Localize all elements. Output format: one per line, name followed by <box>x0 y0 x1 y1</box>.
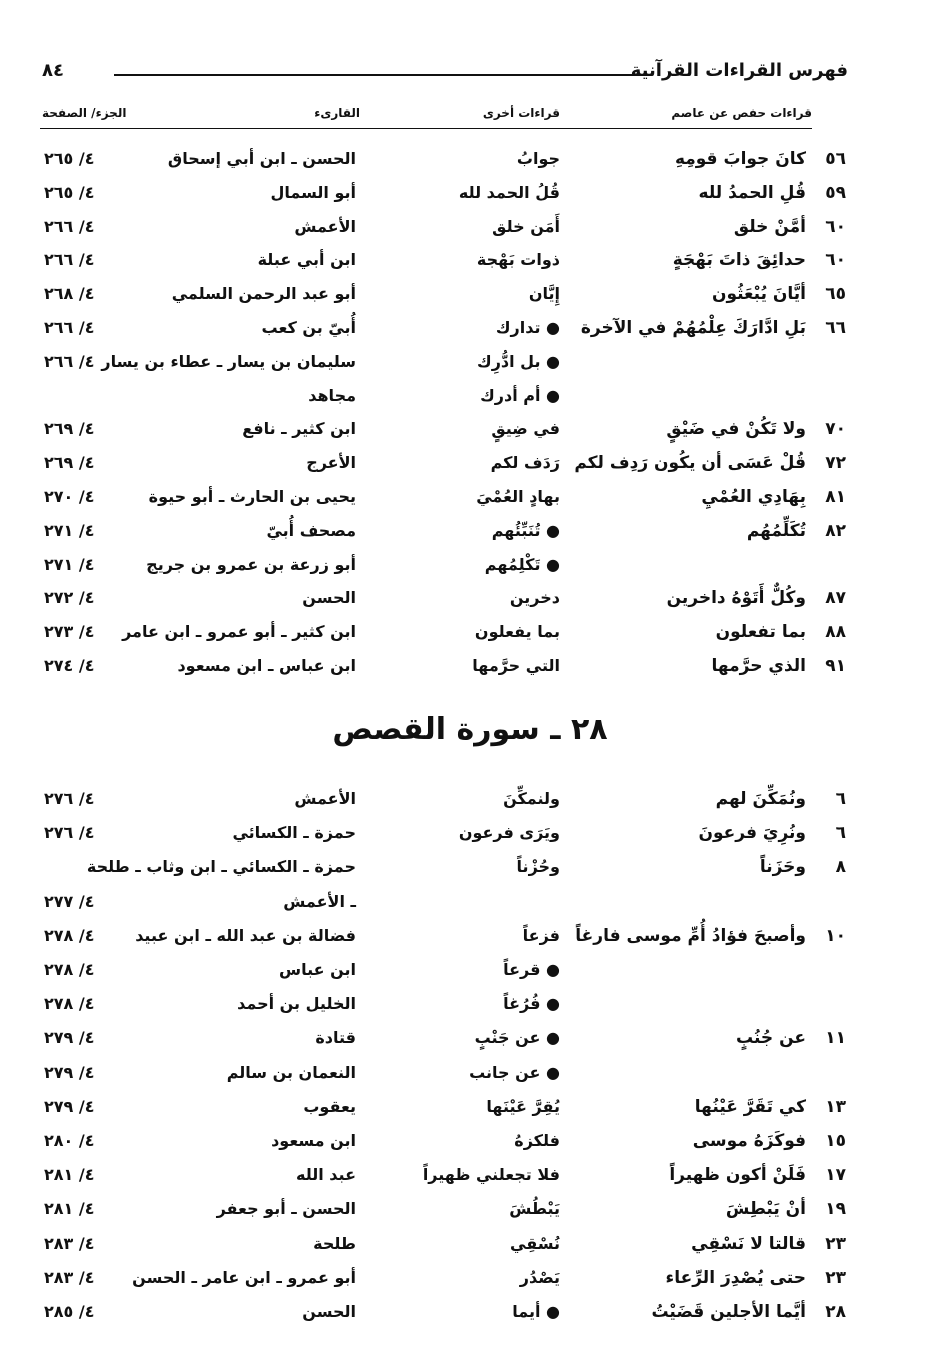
cell-other: ● تَكْلِمُهم <box>484 554 560 574</box>
cell-page: ٤/ ٢٦٦ <box>44 318 95 337</box>
cell-page: ٤/ ٢٧٩ <box>44 1062 95 1082</box>
cell-reader: ابن عباس <box>278 960 356 979</box>
cell-other: ● قرعاً <box>503 960 560 979</box>
cell-reader: ابن كثير ـ نافع <box>242 419 356 439</box>
cell-reader: فضالة بن عبد الله ـ ابن عبيد <box>135 925 356 945</box>
page-number: ٨٤ <box>42 60 64 81</box>
table-row <box>0 651 940 681</box>
cell-reader: الحسن <box>302 588 356 608</box>
column-reader-heading: القارىء <box>314 106 360 120</box>
cell-page: ٤/ ٢٧٨ <box>44 925 95 945</box>
table-row <box>0 347 940 377</box>
cell-other: نُسْقِي <box>510 1233 560 1253</box>
cell-page: ٤/ ٢٧٨ <box>44 994 95 1014</box>
cell-other: ● تُنَبِّئُهم <box>491 520 560 540</box>
cell-page: ٤/ ٢٧٢ <box>44 588 95 608</box>
cell-hafs: وحَزَناً <box>759 857 806 878</box>
table-row <box>0 381 940 411</box>
cell-reader: أبو عبد الرحمن السلمي <box>171 284 356 304</box>
cell-page: ٤/ ٢٧٣ <box>44 622 95 642</box>
cell-other: يَصْدُر <box>519 1267 560 1287</box>
cell-page: ٤/ ٢٦٩ <box>44 453 95 473</box>
cell-page: ٤/ ٢٧٩ <box>44 1096 95 1116</box>
table-row <box>0 1126 940 1156</box>
cell-reader: الخليل بن أحمد <box>237 994 356 1014</box>
cell-hafs: بِهَادِي العُمْيِ <box>701 487 806 507</box>
cell-page: ٤/ ٢٦٥ <box>44 182 95 202</box>
cell-hafs: أيَّانَ يُبْعَثُون <box>711 284 806 305</box>
table-row <box>0 852 940 882</box>
cell-hafs: بما تفعلون <box>715 622 806 643</box>
cell-reader: الحسن <box>302 1302 356 1321</box>
table-row <box>0 313 940 343</box>
cell-other: بهادٍ العُمْيَ <box>476 487 560 506</box>
cell-hafs: قُلِ الحمدُ لله <box>698 182 806 203</box>
cell-page: ٤/ ٢٧١ <box>44 554 95 574</box>
cell-num: ٦ <box>835 823 846 844</box>
cell-num: ٢٨ <box>825 1302 846 1322</box>
cell-other: ● فُرُغاً <box>503 994 560 1014</box>
cell-other: ● تدارك <box>495 318 560 337</box>
cell-other: ولنمكِّنَ <box>503 789 560 808</box>
cell-num: ١١ <box>825 1028 846 1049</box>
cell-num: ٩١ <box>825 656 846 676</box>
cell-hafs: الذي حرَّمها <box>711 656 806 676</box>
cell-page: ٤/ ٢٧١ <box>44 520 95 540</box>
cell-reader: حمزة ـ الكسائي ـ ابن وثاب ـ طلحة <box>86 857 356 877</box>
cell-hafs: كانَ جوابَ قومِهِ <box>674 149 806 169</box>
cell-reader: الحسن ـ ابن أبي إسحاق <box>167 149 356 168</box>
cell-reader: أبو عمرو ـ ابن عامر ـ الحسن <box>132 1267 356 1287</box>
cell-reader: ـ الأعمش <box>283 891 356 911</box>
cell-page: ٤/ ٢٧٠ <box>44 487 95 506</box>
cell-page: ٤/ ٢٧٦ <box>44 823 95 843</box>
cell-num: ٢٣ <box>825 1233 846 1254</box>
cell-reader: الحسن ـ أبو جعفر <box>216 1199 356 1219</box>
cell-hafs: عن جُنُبٍ <box>735 1028 806 1049</box>
cell-page: ٤/ ٢٦٦ <box>44 351 95 371</box>
cell-hafs: حتى يُصْدِرَ الرِّعاء <box>665 1267 806 1288</box>
table-row <box>0 989 940 1019</box>
cell-num: ٧٢ <box>825 453 846 474</box>
cell-other: قُلُ الحمد لله <box>458 182 560 202</box>
cell-hafs: أيَّما الأجلين قَضَيْتُ <box>651 1302 806 1322</box>
cell-num: ١٣ <box>825 1096 846 1117</box>
table-row <box>0 583 940 613</box>
table-row <box>0 1263 940 1293</box>
table-row <box>0 144 940 174</box>
cell-page: ٤/ ٢٧٤ <box>44 656 95 675</box>
column-page-heading: الجزء/ الصفحة <box>42 106 127 120</box>
cell-other: رَدَف لكم <box>490 453 560 473</box>
cell-other: ● عن جانب <box>469 1062 560 1082</box>
cell-hafs: بَلِ ادَّارَكَ عِلْمُهُمْ في الآخرة <box>580 318 806 338</box>
table-row <box>0 516 940 546</box>
table-row <box>0 921 940 951</box>
cell-other: وحُزْناً <box>516 857 560 877</box>
cell-num: ٧٠ <box>825 419 846 440</box>
cell-hafs: وكُلٌّ أَتَوْهُ داخرين <box>666 588 806 609</box>
header-rule <box>114 74 652 76</box>
cell-other: يُقِرَّ عَيْنَها <box>486 1096 560 1116</box>
table-row <box>0 1058 940 1088</box>
surah-title: ٢٨ ـ سورة القصص <box>332 712 608 747</box>
cell-page: ٤/ ٢٨٥ <box>44 1302 95 1321</box>
cell-other: أَمَن خلق <box>492 216 560 236</box>
table-row <box>0 550 940 580</box>
cell-reader: حمزة ـ الكسائي <box>232 823 356 843</box>
cell-reader: يحيى بن الحارث ـ أبو حيوة <box>148 487 356 506</box>
cell-reader: الأعمش <box>294 789 356 808</box>
cell-hafs: حدائِقَ ذاتَ بَهْجَةٍ <box>672 250 806 271</box>
cell-num: ١٠ <box>825 925 846 946</box>
cell-hafs: كي تَقَرَّ عَيْنُها <box>694 1096 806 1117</box>
cell-other: فلا تجعلني ظهيراً <box>422 1165 560 1185</box>
running-header <box>42 60 848 90</box>
cell-other: فزعاً <box>522 925 560 945</box>
cell-num: ٦٠ <box>825 250 846 271</box>
cell-reader: ابن كثير ـ أبو عمرو ـ ابن عامر <box>122 622 356 642</box>
cell-page: ٤/ ٢٧٨ <box>44 960 95 979</box>
table-row <box>0 617 940 647</box>
column-hafs-heading: قراءات حفص عن عاصم <box>671 106 812 120</box>
cell-other: ذوات بَهْجة <box>476 250 560 270</box>
table-row <box>0 448 940 478</box>
cell-num: ٨٨ <box>825 622 846 643</box>
cell-num: ٦٠ <box>825 216 846 237</box>
cell-reader: أبو السمال <box>270 182 356 202</box>
cell-reader: أُبيّ بن كعب <box>261 318 356 337</box>
column-header <box>40 106 812 129</box>
cell-page: ٤/ ٢٦٨ <box>44 284 95 304</box>
header-title: فهرس القراءات القرآنية <box>630 60 848 81</box>
cell-page: ٤/ ٢٧٦ <box>44 789 95 808</box>
cell-reader: ابن مسعود <box>271 1131 356 1150</box>
table-row <box>0 1023 940 1053</box>
cell-num: ٦ <box>835 789 846 809</box>
cell-other: ● عن جَنْبٍ <box>474 1028 560 1048</box>
cell-other: جوابُ <box>516 149 560 168</box>
cell-reader: الأعرج <box>306 453 356 473</box>
cell-reader: الأعمش <box>294 216 356 236</box>
cell-reader: قتادة <box>315 1028 356 1048</box>
table-row <box>0 279 940 309</box>
cell-reader: طلحة <box>313 1233 356 1253</box>
cell-hafs: ونُرِيَ فرعونَ <box>698 823 806 844</box>
cell-reader: يعقوب <box>303 1096 356 1116</box>
cell-num: ٦٦ <box>825 318 846 338</box>
cell-page: ٤/ ٢٦٩ <box>44 419 95 439</box>
cell-page: ٤/ ٢٦٦ <box>44 250 95 270</box>
cell-other: ويَرَى فرعون <box>458 823 560 843</box>
cell-page: ٤/ ٢٨١ <box>44 1199 95 1219</box>
table-row <box>0 955 940 985</box>
table-row <box>0 1229 940 1259</box>
cell-hafs: فَلَنْ أكون ظهيراً <box>669 1165 806 1186</box>
cell-other: إِيَّان <box>528 284 560 304</box>
cell-other: دخرين <box>509 588 560 608</box>
cell-hafs: ولا تَكُنْ في ضَيْقٍ <box>666 419 806 440</box>
table-row <box>0 887 940 917</box>
cell-reader: النعمان بن سالم <box>226 1062 356 1082</box>
cell-hafs: فوكَزَهُ موسى <box>692 1131 806 1151</box>
table-row <box>0 245 940 275</box>
cell-num: ٨ <box>835 857 846 878</box>
cell-num: ٨١ <box>825 487 846 507</box>
column-other-heading: قراءات أخرى <box>482 106 560 120</box>
table-row <box>0 1297 940 1327</box>
table-row <box>0 1160 940 1190</box>
table-row <box>0 1194 940 1224</box>
cell-page: ٤/ ٢٧٩ <box>44 1028 95 1048</box>
cell-other: ● أيما <box>512 1302 560 1321</box>
cell-hafs: قالتا لا نَسْقِي <box>691 1233 806 1254</box>
cell-other: ● بل ادُّرِك <box>477 351 560 371</box>
cell-other: في ضِيقٍ <box>491 419 560 439</box>
cell-other: ● أم أدرك <box>480 385 560 405</box>
cell-num: ٨٧ <box>825 588 846 609</box>
cell-page: ٤/ ٢٨٣ <box>44 1233 95 1253</box>
cell-num: ١٧ <box>825 1165 846 1186</box>
cell-reader: مجاهد <box>308 385 356 405</box>
cell-other: فلكزهُ <box>514 1131 560 1150</box>
cell-hafs: أمَّنْ خلق <box>733 216 806 237</box>
table-row <box>0 784 940 814</box>
cell-reader: سليمان بن يسار ـ عطاء بن يسار <box>101 351 356 371</box>
cell-hafs: وأصبحَ فؤادُ أُمِّ موسى فارغاً <box>575 925 806 946</box>
cell-num: ٥٩ <box>825 182 846 203</box>
cell-num: ٥٦ <box>825 149 846 169</box>
cell-num: ٢٣ <box>825 1267 846 1288</box>
cell-page: ٤/ ٢٨٠ <box>44 1131 95 1150</box>
cell-other: التي حرَّمها <box>472 656 560 675</box>
cell-page: ٤/ ٢٨١ <box>44 1165 95 1185</box>
cell-reader: ابن عباس ـ ابن مسعود <box>177 656 356 675</box>
cell-num: ١٥ <box>825 1131 846 1151</box>
cell-num: ١٩ <box>825 1199 846 1220</box>
cell-page: ٤/ ٢٦٦ <box>44 216 95 236</box>
table-row <box>0 818 940 848</box>
cell-reader: ابن أبي عبلة <box>257 250 356 270</box>
table-row <box>0 482 940 512</box>
cell-hafs: ونُمَكِّنَ لهم <box>715 789 806 809</box>
table-row <box>0 414 940 444</box>
cell-other: بما يفعلون <box>474 622 560 642</box>
cell-other: يَبْطُشَ <box>509 1199 560 1219</box>
cell-page: ٤/ ٢٧٧ <box>44 891 95 911</box>
cell-num: ٨٢ <box>825 520 846 541</box>
cell-page: ٤/ ٢٨٣ <box>44 1267 95 1287</box>
cell-hafs: تُكَلِّمُهُم <box>746 520 806 541</box>
table-row <box>0 178 940 208</box>
cell-hafs: قُلْ عَسَى أن يكُون رَدِف لكم <box>574 453 806 474</box>
cell-reader: أبو زرعة بن عمرو بن جريج <box>146 554 356 574</box>
cell-reader: عبد الله <box>296 1165 356 1185</box>
cell-num: ٦٥ <box>825 284 846 305</box>
cell-hafs: أنْ يَبْطِشَ <box>725 1199 806 1220</box>
table-row <box>0 1092 940 1122</box>
table-row <box>0 212 940 242</box>
cell-reader: مصحف أُبيّ <box>266 520 356 540</box>
cell-page: ٤/ ٢٦٥ <box>44 149 95 168</box>
